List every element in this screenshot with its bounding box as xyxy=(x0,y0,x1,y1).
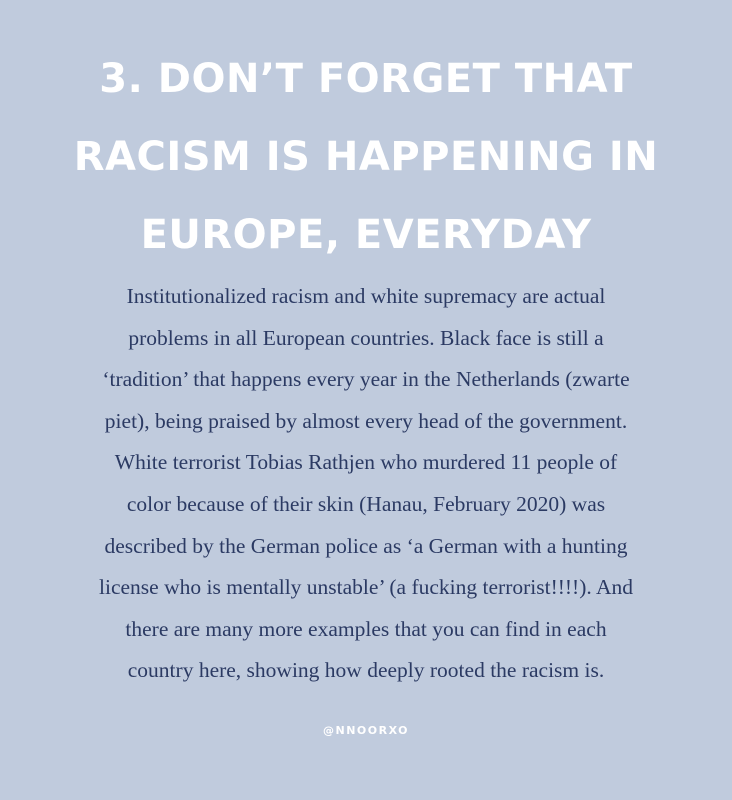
body-line: described by the German police as ‘a German with a hunting xyxy=(104,533,628,558)
body-line: problems in all European countries. Black face is still a xyxy=(128,325,604,350)
author-handle: @NNOORXO xyxy=(322,724,410,737)
headline-line: EUROPE, EVERYDAY xyxy=(140,212,592,258)
body-line: there are many more examples that you can find in each xyxy=(125,616,607,641)
headline-line: RACISM IS HAPPENING IN xyxy=(73,134,659,180)
body-line: license who is mentally unstable’ (a fucking terrorist!!!!). And xyxy=(99,575,633,600)
body-line: White terrorist Tobias Rathjen who murdered 11 people of xyxy=(114,450,618,475)
headline xyxy=(0,40,732,274)
body-line: country here, showing how deeply rooted the racism is. xyxy=(127,658,605,683)
body-line: color because of their skin (Hanau, February 2020) was xyxy=(126,491,606,516)
headline-line: 3. DON’T FORGET THAT xyxy=(99,56,633,102)
body-line: Institutionalized racism and white supremacy are actual xyxy=(126,284,606,308)
body-paragraph xyxy=(0,276,732,692)
body-line: ‘tradition’ that happens every year in the Netherlands (zwarte xyxy=(102,367,630,392)
body-line: piet), being praised by almost every head of the government. xyxy=(104,408,628,433)
